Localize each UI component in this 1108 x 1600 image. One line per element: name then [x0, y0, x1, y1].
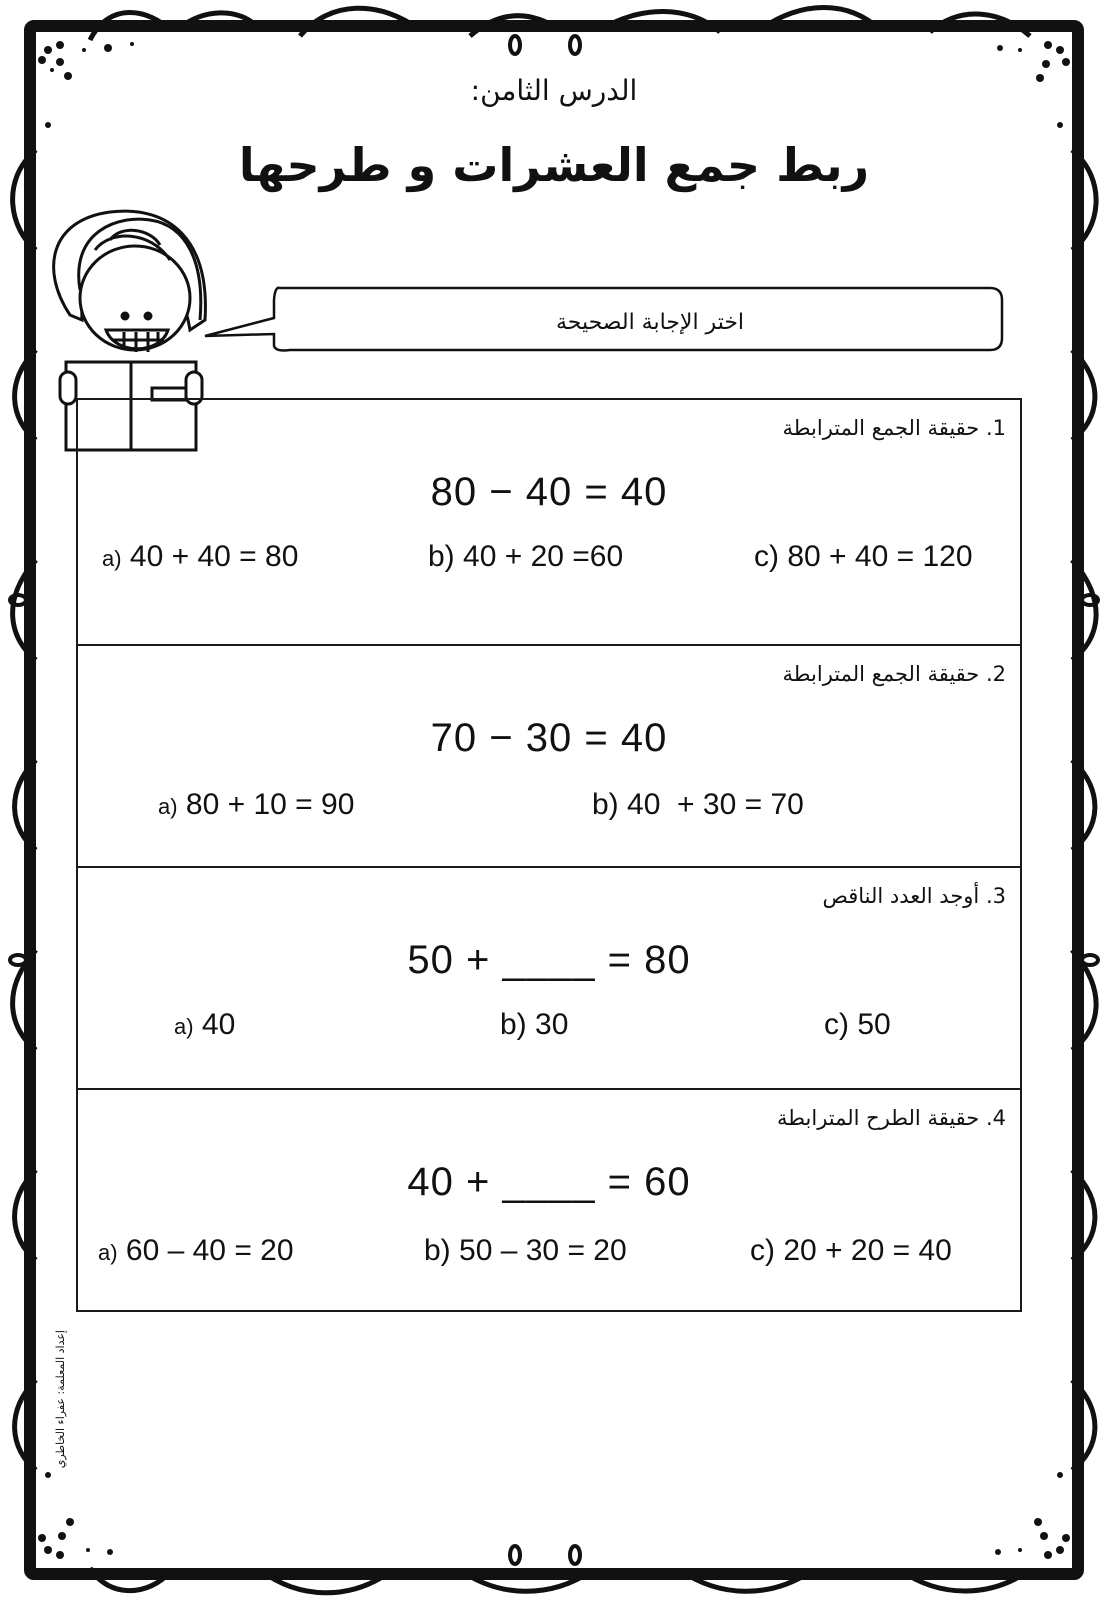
question-equation: 80 − 40 = 40: [430, 470, 668, 514]
lesson-label: الدرس الثامن:: [470, 74, 638, 107]
question-title: 3. أوجد العدد الناقص: [822, 884, 1006, 908]
option-c[interactable]: c) 80 + 40 = 120: [754, 540, 973, 573]
option-b[interactable]: b) 50 – 30 = 20: [424, 1234, 627, 1267]
option-b[interactable]: b) 30: [500, 1008, 569, 1041]
question-3-box: [76, 868, 1022, 1090]
question-equation: 50 + ____ = 80: [407, 938, 691, 982]
question-2-box: [76, 646, 1022, 868]
option-c[interactable]: c) 20 + 20 = 40: [750, 1234, 952, 1267]
option-a[interactable]: a) 40 + 40 = 80: [102, 540, 299, 573]
question-title: 2. حقيقة الجمع المترابطة: [782, 662, 1006, 686]
author-credit: إعداد المعلمة: عفراء الخاطري: [54, 1330, 67, 1469]
question-4-box: [76, 1090, 1022, 1312]
option-a[interactable]: a) 40: [174, 1008, 236, 1041]
question-equation: 40 + ____ = 60: [407, 1160, 691, 1204]
option-a[interactable]: a) 80 + 10 = 90: [158, 788, 355, 821]
option-b[interactable]: b) 40 + 20 =60: [428, 540, 624, 573]
option-c[interactable]: c) 50: [824, 1008, 891, 1041]
option-a[interactable]: a) 60 – 40 = 20: [98, 1234, 294, 1267]
question-title: 4. حقيقة الطرح المترابطة: [777, 1106, 1006, 1130]
instruction-text: اختر الإجابة الصحيحة: [555, 310, 745, 335]
question-1-box: [76, 398, 1022, 646]
question-equation: 70 − 30 = 40: [430, 716, 668, 760]
lesson-title: ربط جمع العشرات و طرحها: [238, 138, 870, 192]
question-title: 1. حقيقة الجمع المترابطة: [782, 416, 1006, 440]
option-b[interactable]: b) 40 + 30 = 70: [592, 788, 804, 821]
